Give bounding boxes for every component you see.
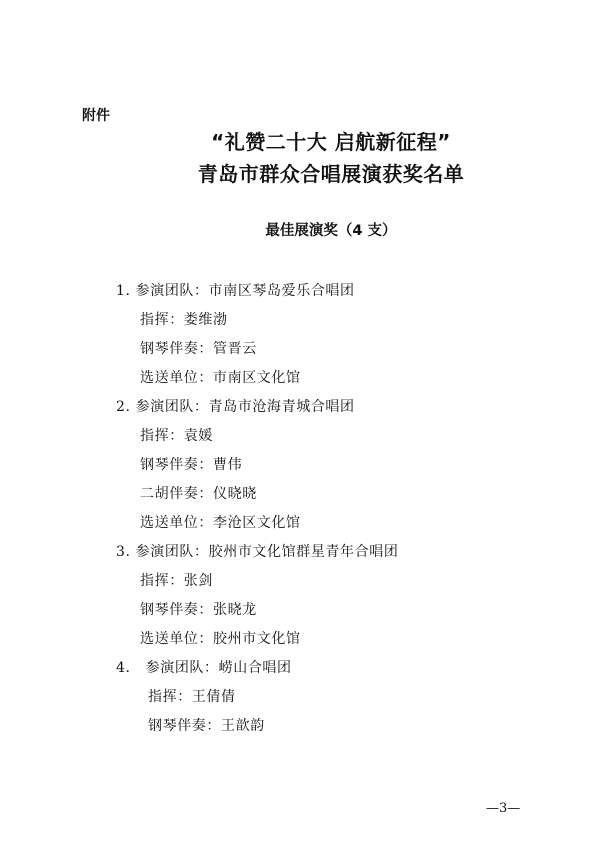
page-number: —3— <box>486 801 521 816</box>
attachment-label: 附件 <box>82 108 110 124</box>
entry-3-team-text: 参演团队：胶州市文化馆群星青年合唱团 <box>135 544 399 560</box>
award-heading: 最佳展演奖（4 支） <box>265 223 397 239</box>
entry-4-conductor: 指挥：王倩倩 <box>148 689 236 705</box>
entry-4-team-text: 参演团队：崂山合唱团 <box>145 660 292 676</box>
entry-1-team-text: 参演团队：市南区琴岛爱乐合唱团 <box>135 283 355 299</box>
entry-3-pianist: 钢琴伴奏：张晓龙 <box>140 602 257 618</box>
entry-2-unit: 选送单位：李沧区文化馆 <box>140 515 301 531</box>
entry-1-pianist: 钢琴伴奏：管晋云 <box>140 341 257 357</box>
entry-4-team <box>116 657 292 677</box>
entry-2-number: 2. <box>116 399 131 415</box>
entry-2-pianist: 钢琴伴奏：曹伟 <box>140 457 243 473</box>
entry-1-team <box>116 280 355 300</box>
entry-2-team-text: 参演团队：青岛市沧海青城合唱团 <box>135 399 355 415</box>
entry-3-number: 3. <box>116 544 131 560</box>
entry-4-number: 4. <box>116 660 131 676</box>
entry-2-team <box>116 396 355 416</box>
entry-1-conductor: 指挥：娄维渤 <box>140 312 228 328</box>
entry-3-conductor: 指挥：张剑 <box>140 573 213 589</box>
title-line-1: “礼赞二十大 启航新征程” <box>211 130 451 154</box>
entry-4-pianist: 钢琴伴奏：王歆韵 <box>148 718 265 734</box>
entry-1-unit: 选送单位：市南区文化馆 <box>140 370 301 386</box>
entry-1-number: 1. <box>116 283 131 299</box>
entry-2-conductor: 指挥：袁媛 <box>140 428 213 444</box>
entry-3-team <box>116 541 398 561</box>
entry-2-erhu: 二胡伴奏：仪晓晓 <box>140 486 257 502</box>
title-line-2: 青岛市群众合唱展演获奖名单 <box>197 162 465 186</box>
entry-3-unit: 选送单位：胶州市文化馆 <box>140 631 301 647</box>
